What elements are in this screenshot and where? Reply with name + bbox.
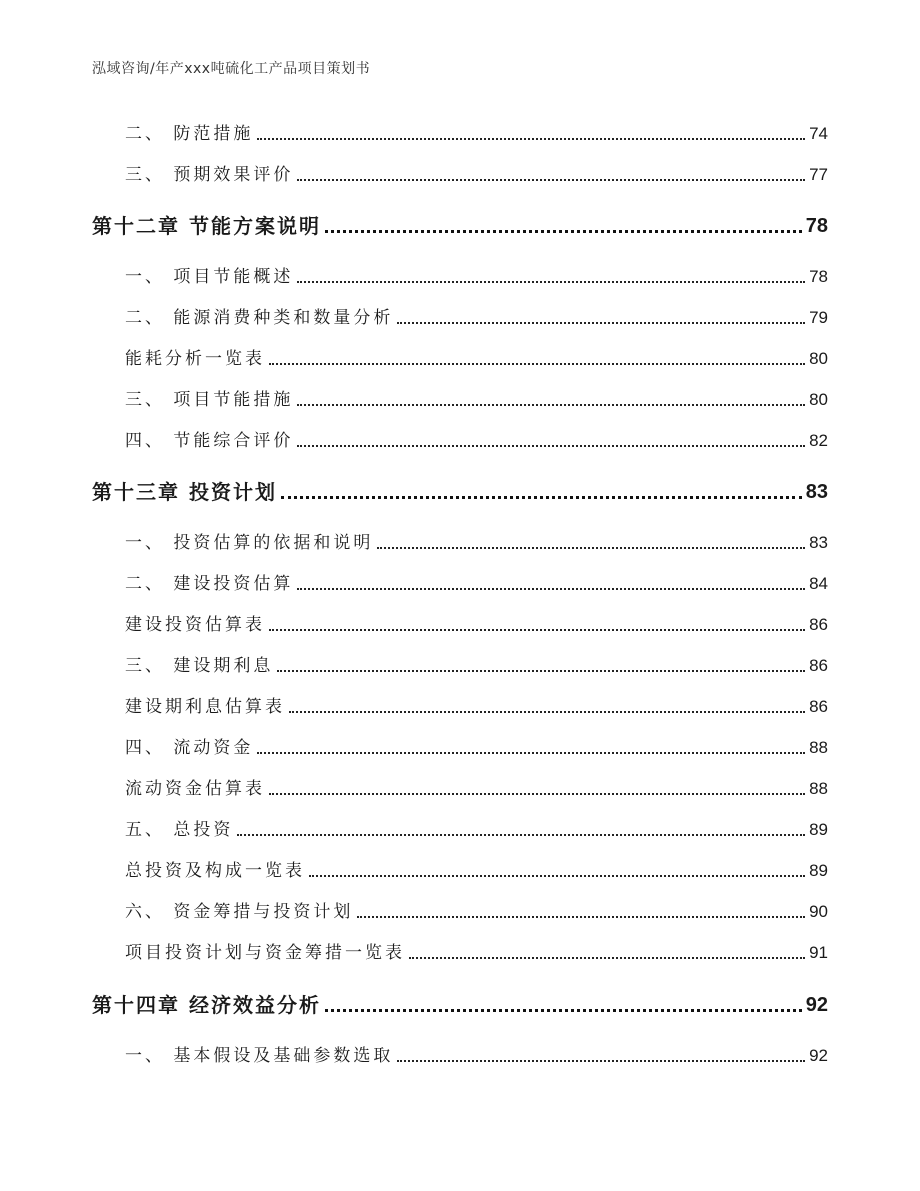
toc-entry-title: 二、 建设投资估算 xyxy=(125,574,294,594)
toc-entry-title: 流动资金估算表 xyxy=(125,779,265,799)
toc-entry-title: 六、 资金筹措与投资计划 xyxy=(125,902,354,922)
page-header: 泓域咨询/年产xxx吨硫化工产品项目策划书 xyxy=(92,61,371,77)
toc-dot-leader xyxy=(297,588,805,590)
toc-dot-leader xyxy=(297,281,805,283)
toc-dot-leader xyxy=(409,957,805,959)
toc-entry[interactable] xyxy=(125,123,828,145)
toc-entry-page: 89 xyxy=(809,820,828,839)
toc-entry-page: 86 xyxy=(809,697,828,716)
toc-entry-page: 89 xyxy=(809,861,828,880)
toc-dot-leader xyxy=(237,834,805,836)
toc-dot-leader xyxy=(289,711,805,713)
toc-entry-title: 项目投资计划与资金筹措一览表 xyxy=(125,943,405,963)
toc-dot-leader xyxy=(277,670,805,672)
toc-entry[interactable] xyxy=(125,655,828,677)
toc-chapter-page: 78 xyxy=(805,215,828,237)
toc-entry[interactable] xyxy=(125,819,828,841)
toc-entry[interactable] xyxy=(125,532,828,554)
toc-entry-page: 80 xyxy=(809,349,828,368)
toc-dot-leader xyxy=(257,138,805,140)
toc-entry-title: 总投资及构成一览表 xyxy=(125,861,305,881)
toc-dot-leader xyxy=(257,752,805,754)
toc-dot-leader xyxy=(325,1009,802,1012)
toc-entry[interactable] xyxy=(125,389,828,411)
toc-entry-page: 88 xyxy=(809,738,828,757)
toc-entry-title: 二、 防范措施 xyxy=(125,124,254,144)
toc-entry-title: 四、 流动资金 xyxy=(125,738,254,758)
toc-entry-title: 建设期利息估算表 xyxy=(125,697,285,717)
toc-chapter-title: 第十四章 经济效益分析 xyxy=(92,993,321,1017)
toc-chapter-title: 第十三章 投资计划 xyxy=(92,480,277,504)
toc-entry-title: 建设投资估算表 xyxy=(125,615,265,635)
toc-dot-leader xyxy=(297,404,805,406)
toc-dot-leader xyxy=(281,496,802,499)
toc-entry-title: 一、 项目节能概述 xyxy=(125,267,294,287)
toc-entry[interactable] xyxy=(125,430,828,452)
toc-entry[interactable] xyxy=(125,942,828,964)
toc-entry-page: 83 xyxy=(809,533,828,552)
toc-entry-title: 能耗分析一览表 xyxy=(125,349,265,369)
toc-dot-leader xyxy=(269,793,805,795)
toc-dot-leader xyxy=(357,916,805,918)
toc-entry[interactable] xyxy=(125,1045,828,1067)
toc-dot-leader xyxy=(397,1060,805,1062)
toc-entry-title: 二、 能源消费种类和数量分析 xyxy=(125,308,394,328)
toc-chapter-page: 92 xyxy=(805,994,828,1016)
toc-entry-title: 一、 投资估算的依据和说明 xyxy=(125,533,374,553)
toc-entry-page: 91 xyxy=(809,943,828,962)
toc-entry-page: 86 xyxy=(809,615,828,634)
toc-entry-page: 78 xyxy=(809,267,828,286)
toc-entry-page: 79 xyxy=(809,308,828,327)
toc-entry[interactable] xyxy=(125,266,828,288)
toc-chapter-entry[interactable] xyxy=(92,992,828,1018)
toc-entry-page: 82 xyxy=(809,431,828,450)
toc-dot-leader xyxy=(269,363,805,365)
toc-entry-page: 86 xyxy=(809,656,828,675)
toc-chapter-entry[interactable] xyxy=(92,213,828,239)
toc-dot-leader xyxy=(325,230,802,233)
toc-entry-page: 80 xyxy=(809,390,828,409)
toc-entry-page: 74 xyxy=(809,124,828,143)
toc-entry[interactable] xyxy=(125,696,828,718)
toc-entry-title: 三、 建设期利息 xyxy=(125,656,274,676)
toc-chapter-entry[interactable] xyxy=(92,479,828,505)
toc-chapter-page: 83 xyxy=(805,481,828,503)
toc-entry-page: 84 xyxy=(809,574,828,593)
toc-chapter-title: 第十二章 节能方案说明 xyxy=(92,214,321,238)
toc-entry[interactable] xyxy=(125,307,828,329)
toc-entry[interactable] xyxy=(125,860,828,882)
toc-dot-leader xyxy=(377,547,805,549)
toc-entry[interactable] xyxy=(125,901,828,923)
toc-entry-title: 三、 项目节能措施 xyxy=(125,390,294,410)
toc-entry[interactable] xyxy=(125,348,828,370)
toc-dot-leader xyxy=(297,445,805,447)
toc-entry-title: 三、 预期效果评价 xyxy=(125,165,294,185)
toc-entry-title: 五、 总投资 xyxy=(125,820,234,840)
toc-dot-leader xyxy=(309,875,805,877)
toc-entry-title: 一、 基本假设及基础参数选取 xyxy=(125,1046,394,1066)
toc-entry-page: 92 xyxy=(809,1046,828,1065)
toc-entry[interactable] xyxy=(125,573,828,595)
toc-entry[interactable] xyxy=(125,164,828,186)
toc-dot-leader xyxy=(397,322,805,324)
toc-dot-leader xyxy=(269,629,805,631)
toc-entry-page: 88 xyxy=(809,779,828,798)
toc-entry-page: 90 xyxy=(809,902,828,921)
toc-entry[interactable] xyxy=(125,778,828,800)
toc-dot-leader xyxy=(297,179,805,181)
toc-entry-page: 77 xyxy=(809,165,828,184)
toc-entry-title: 四、 节能综合评价 xyxy=(125,431,294,451)
toc-entry[interactable] xyxy=(125,614,828,636)
toc-entry[interactable] xyxy=(125,737,828,759)
